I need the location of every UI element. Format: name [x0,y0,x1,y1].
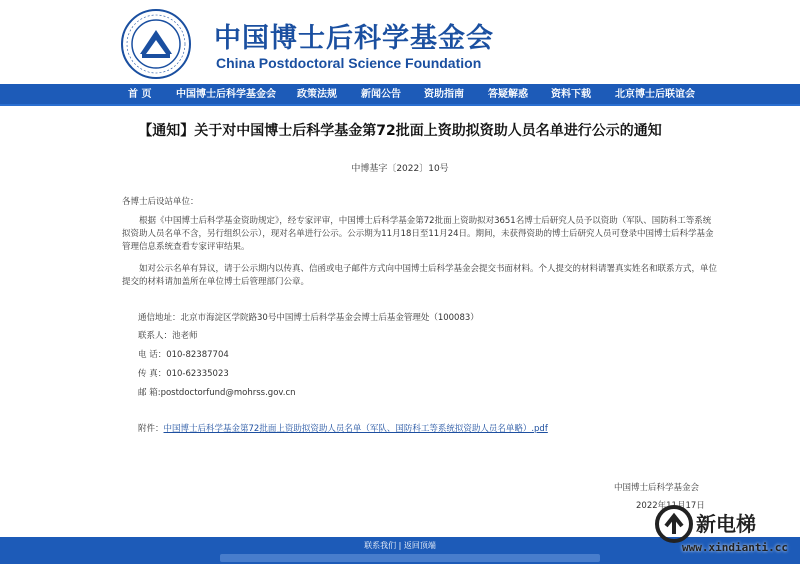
nav-item-home[interactable]: 首 页 [128,89,152,100]
site-header [0,0,800,84]
footer-copyright-obscured [220,554,600,562]
nav-item-foundation[interactable]: 中国博士后科学基金会 [176,89,276,100]
main-nav [0,84,800,106]
foundation-logo[interactable] [120,8,192,80]
greeting: 各博士后设站单位： [122,197,199,207]
nav-item-downloads[interactable]: 资料下载 [551,89,591,100]
contact-person: 联系人：池老师 [138,331,198,341]
doc-number: 中博基字〔2022〕10号 [351,164,449,174]
attachment [138,423,548,436]
paragraph-1: 根据《中国博士后科学基金资助规定》，经专家评审，中国博士后科学基金第72批面上资助拟对3651名博士后研究人员予以资助（军队、国防科工等系统拟资助人员名单不含，另行组织公示），现对名单进行公示。公示期为11月18日至11月24日。期间，未获得资助的博士后研究人员可登录中国博士后科学基金管理信息系统查看专家评审结果。 [122,216,714,252]
footer-separator: | [396,541,404,550]
nav-item-faq[interactable]: 答疑解惑 [488,89,528,100]
watermark-url: www.xindianti.cc [682,541,788,554]
watermark [650,502,800,546]
signature-org: 中国博士后科学基金会 [614,483,700,493]
org-name-cn: 中国博士后科学基金会 [214,23,494,54]
attachment-label: 附件： [138,424,164,434]
contact-phone: 电 话：010-82387704 [138,350,229,360]
contact-fax: 传 真：010-62335023 [138,369,229,379]
back-to-top-link[interactable]: 返回顶端 [403,541,436,550]
signature-date: 2022年11月17日 [636,501,705,511]
contact-us-link[interactable]: 联系我们 [364,541,397,550]
nav-item-policy[interactable]: 政策法规 [297,89,337,100]
nav-item-news[interactable]: 新闻公告 [361,89,401,100]
nav-item-guide[interactable]: 资助指南 [424,89,464,100]
nav-item-alumni[interactable]: 北京博士后联谊会 [615,89,695,100]
elevator-logo-icon [654,504,694,544]
contact-address: 通信地址：北京市海淀区学院路30号中国博士后科学基金会博士后基金管理处（100083） [138,313,479,323]
org-name-en: China Postdoctoral Science Foundation [216,55,482,71]
article-title: 【通知】关于对中国博士后科学基金第72批面上资助拟资助人员名单进行公示的通知 [138,123,662,139]
contact-email: 邮 箱:postdoctorfund@mohrss.gov.cn [138,388,296,398]
attachment-link[interactable]: 中国博士后科学基金第72批面上资助拟资助人员名单（军队、国防科工等系统拟资助人员名单略）.pdf [163,424,548,434]
paragraph-2: 如对公示名单有异议，请于公示期内以传真、信函或电子邮件方式向中国博士后科学基金会提交书面材料。个人提交的材料请署真实姓名和联系方式，单位提交的材料请加盖所在单位博士后管理部门公章。 [122,264,718,287]
watermark-brand: 新电梯 [696,512,756,536]
